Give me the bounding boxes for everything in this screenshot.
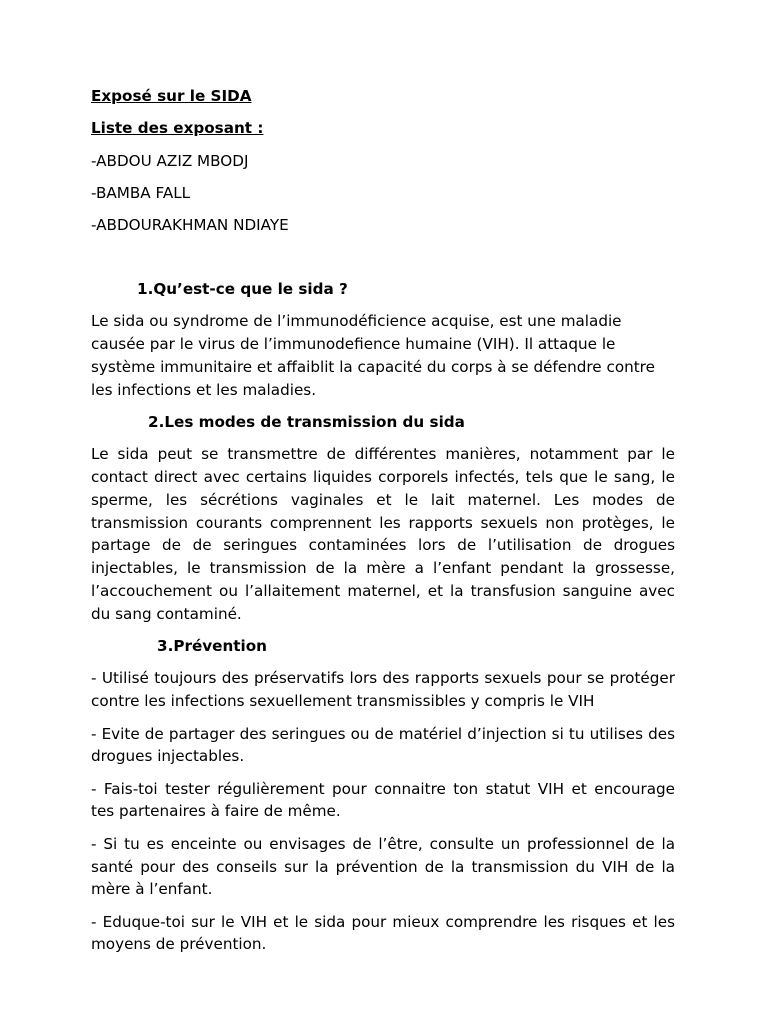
presenter-name: -BAMBA FALL [91,183,191,202]
section-1-paragraph: Le sida ou syndrome de l’immunodéficience acquise, est une maladie causée par le virus de l’immunodefience humaine (VIH). Il attaque le système immunitaire et affaiblit la capacité du corps à se défendre contre les infections et les maladies. [91,312,655,399]
document-title: Exposé sur le SIDA [91,87,252,105]
prevention-item: - Utilisé toujours des préservatifs lors des rapports sexuels pour se protéger contre les infections sexuellement transmissibles y compris le VIH [91,669,675,711]
section-2-paragraph: Le sida peut se transmettre de différentes manières, notamment par le contact direct avec certains liquides corporels infectés, tels que le sang, le sperme, les sécrétions vaginales et le lait maternel. Les modes de transmission courants comprennent les rapports sexuels non protèges, le partage de de seringues contaminées lors de l’utilisation de drogues injectables, le transmission de la mère a l’enfant pendant la grossesse, l’accouchement ou l’allaitement maternel, et la transfusion sanguine avec du sang contaminé. [91,445,675,623]
presenter-name: -ABDOURAKHMAN NDIAYE [91,216,289,235]
section-heading-2: 2.Les modes de transmission du sida [148,412,465,431]
prevention-item: - Fais-toi tester régulièrement pour connaitre ton statut VIH et encourage tes partenaires à faire de même. [91,779,675,821]
prevention-item: - Si tu es enceinte ou envisages de l’être, consulte un professionnel de la santé pour des conseils sur la prévention de la transmission du VIH de la mère à l’enfant. [91,834,675,899]
presenter-name: -ABDOU AZIZ MBODJ [91,151,249,170]
prevention-item: - Eduque-toi sur le VIH et le sida pour mieux comprendre les risques et les moyens de prévention. [91,912,675,954]
prevention-item: - Evite de partager des seringues ou de matériel d’injection si tu utilises des drogues injectables. [91,724,675,766]
presenters-heading: Liste des exposant : [91,119,264,138]
section-heading-1: 1.Qu’est-ce que le sida ? [137,279,348,298]
document-body [91,85,675,956]
section-heading-3: 3.Prévention [157,637,267,656]
